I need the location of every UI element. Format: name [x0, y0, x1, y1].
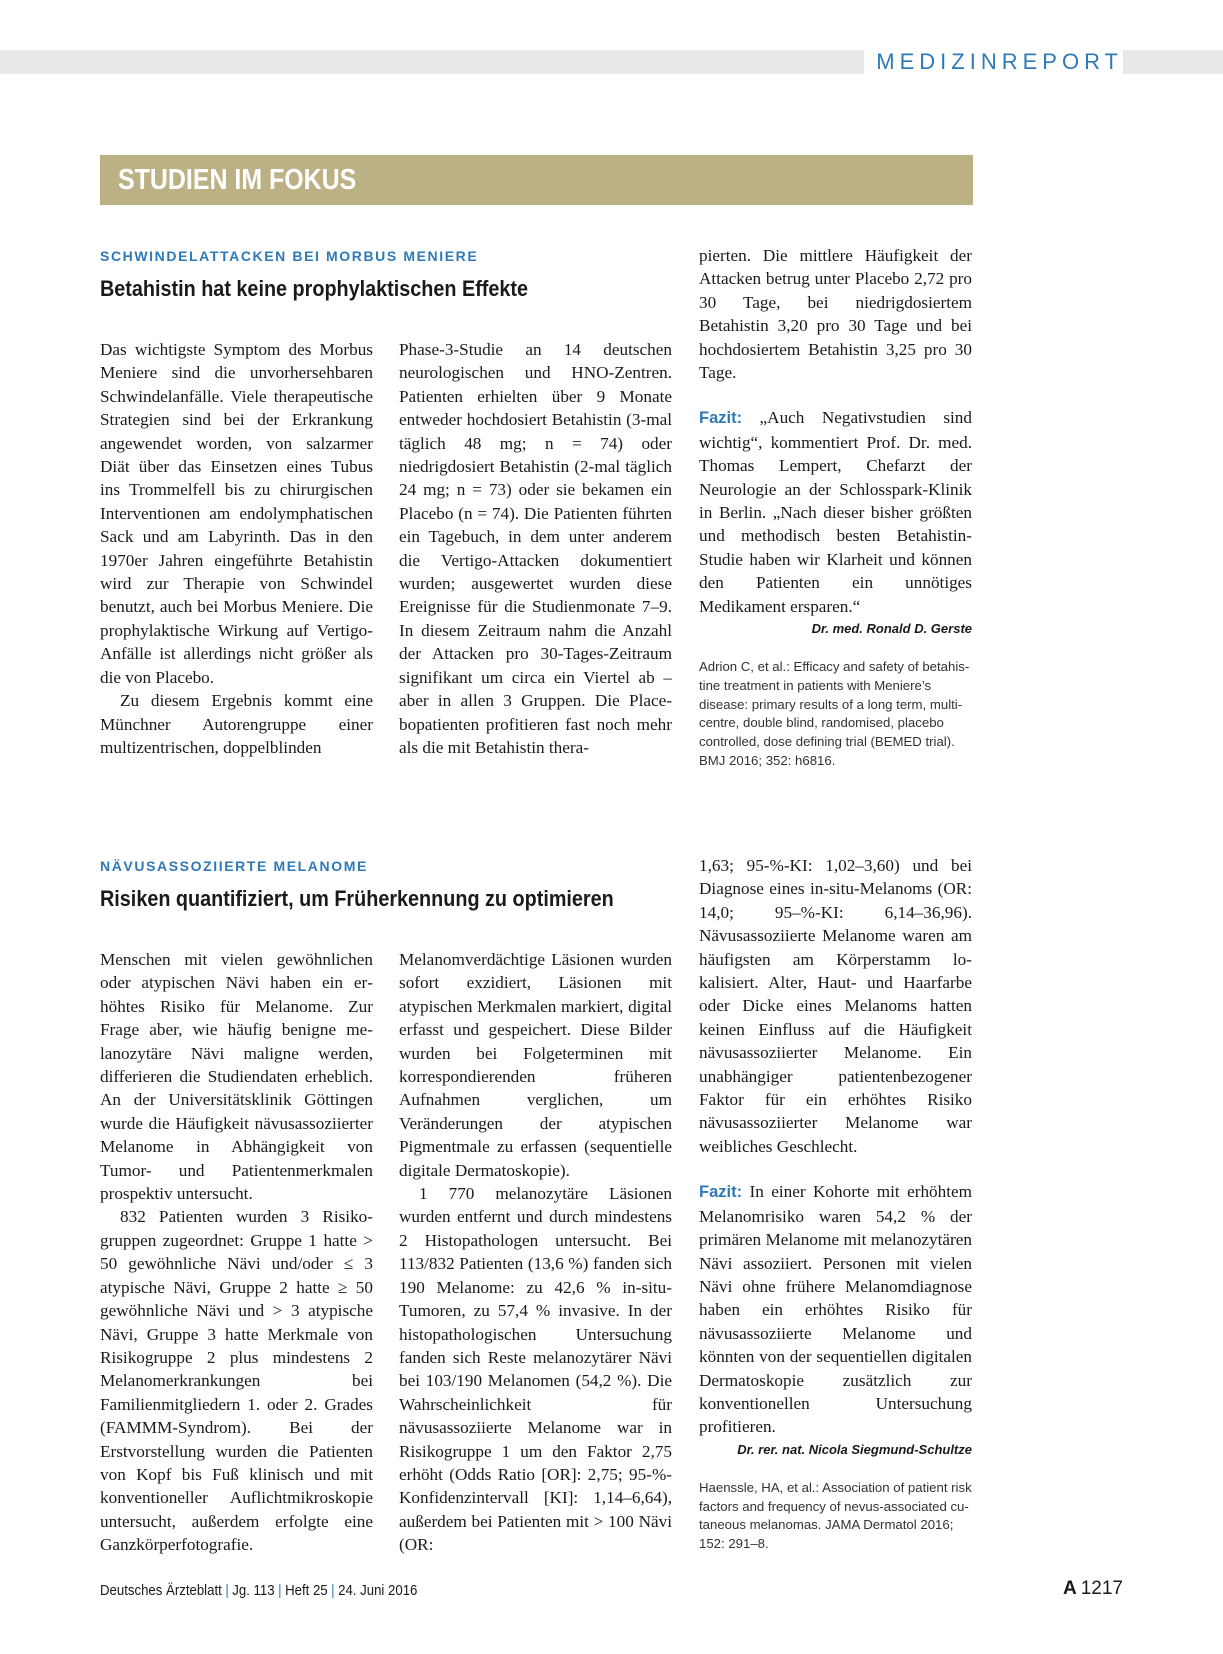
article1-fazit: [699, 406, 972, 618]
article2-fazit: [699, 1180, 972, 1438]
article2-paragraph: 832 Patienten wurden 3 Risikogruppen zugeordnet: Gruppe 1 hatte > 50 gewöhnliche Nävi und/oder ≤ 3 atypische Nävi, Gruppe 2 hatte ≥ 50 gewöhnliche Nävi und > 3 atypische Nävi, Gruppe 3 hatte Merkmale von Risikogruppe 2 plus mindestens 2 Melanomerkrankungen bei Familienmitgliedern 1. oder 2. Grades (FAMMM-Syndrom). Bei der Erstvorstellung wurden die Patienten von Kopf bis Fuß klinisch und mit konventioneller Auflichtmikroskopie untersucht, außerdem erfolgte eine Ganzkörperfotografie.: [100, 1207, 373, 1555]
article1-headline: Betahistin hat keine prophylaktischen Effekte: [100, 276, 529, 301]
studien-im-fokus-banner: [100, 155, 973, 205]
fazit-label: Fazit:: [699, 409, 743, 428]
page-number-value: 1217: [1080, 1578, 1123, 1599]
article2-reference: Haenssle, HA, et al.: Association of patient risk factors and frequency of nevus-associated cutaneous melanomas. JAMA Dermatol 2016; 152: 291–8.: [699, 1479, 972, 1552]
fazit-text: „Auch Negativstudien sind wichtig“, kommentiert Prof. Dr. med. Thomas Lempert, Chefarzt der Neurologie an der Schlosspark-Klinik in Berlin. „Nach dieser bisher größten und methodisch besten Betahistin-Studie haben wir Klarheit und können den Patienten ein unnötiges Medikament ersparen.“: [699, 408, 972, 616]
fazit-text: In einer Kohorte mit erhöhtem Melanomrisiko waren 54,2 % der primären Melanome mit melanozytären Nävi assoziiert. Personen mit vielen Nävi ohne frühere Melanomdiagnose haben ein erhöhtes Risiko für nävusassoziierte Melanome und könnten von der sequentiellen digitalen Dermatoskopie zusätzlich zur konventionellen Untersuchung profitieren.: [699, 1182, 972, 1437]
section-label: MEDIZINREPORT: [864, 48, 1123, 76]
article2-paragraph: Menschen mit vielen gewöhnlichen oder atypischen Nävi haben ein erhöhtes Risiko für Melanome. Zur Frage aber, wie häufig benigne melanozytäre Nävi maligne werden, differieren die Studiendaten erheblich. An der Universitätsklinik Göttingen wurde die Häufigkeit nävusassoziierter Melanome in Abhängigkeit von Tumor- und Patientenmerkmalen prospektiv untersucht.: [100, 950, 373, 1204]
footer-separator: |: [225, 1582, 229, 1599]
article1-kicker: SCHWINDELATTACKEN BEI MORBUS MENIERE: [100, 248, 479, 264]
footer-issue: Heft 25: [285, 1582, 328, 1599]
article2-paragraph: Melanomverdächtige Läsionen wurden sofort exzidiert, Läsionen mit atypischen Merkmalen markiert, digital erfasst und gespeichert. Diese Bilder wurden bei Folgeterminen mit korrespondierenden früheren Aufnahmen verglichen, um Veränderungen der atypischen Pigmentmale zu erfassen (sequentielle digitale Dermatoskopie).: [399, 950, 672, 1180]
article1-paragraph: Phase-3-Studie an 14 deutschen neurologischen und HNO-Zentren. Patienten erhielten über 9 Monate entweder hochdosiert Betahistin (3-mal täglich 48 mg; n = 74) oder niedrigdosiert Betahistin (2-mal täglich 24 mg; n = 73) oder sie bekamen ein Placebo (n = 74). Die Patienten führten ein Tagebuch, in dem unter anderem die Vertigo-Attacken dokumentiert wurden; ausgewertet wurden diese Ereignisse für die Studienmonate 7–9. In diesem Zeitraum nahm die Anzahl der Attacken pro 30-Tages-Zeitraum signifikant um circa ein Viertel ab – aber in allen 3 Gruppen. Die Placebopatienten profitieren fast noch mehr als die mit Betahistin thera-: [399, 340, 672, 757]
article1-column-1: [100, 338, 373, 759]
article1-column-3: [699, 244, 972, 771]
article2-column-3: [699, 854, 972, 1554]
article1-column-2: [399, 338, 672, 759]
banner-title: STUDIEN IM FOKUS: [118, 164, 357, 196]
footer-journal: Deutsches Ärzteblatt: [100, 1582, 222, 1599]
article2-author: Dr. rer. nat. Nicola Siegmund-Schultze: [737, 1441, 972, 1457]
article2-column-1: [100, 948, 373, 1557]
footer-separator: |: [278, 1582, 282, 1599]
footer-citation: [100, 1582, 417, 1599]
article1-paragraph: Zu diesem Ergebnis kommt eine Münchner Autorengruppe einer multizentrischen, doppelblinden: [100, 691, 373, 757]
article2-headline: Risiken quantifiziert, um Früherkennung zu optimieren: [100, 886, 614, 911]
page-prefix: A: [1062, 1578, 1077, 1599]
page-number: [1063, 1578, 1123, 1600]
footer-separator: |: [331, 1582, 335, 1599]
article1-paragraph: Das wichtigste Symptom des Morbus Meniere sind die unvorhersehbaren Schwindelanfälle. Viele therapeutische Strategien sind bei der Erkrankung angewendet worden, von salzarmer Diät über das Einsetzen eines Tubus ins Trommelfell bis zu chirurgischen Interventionen am endolymphatischen Sack und am Labyrinth. Das in den 1970er Jahren eingeführte Betahistin wird zur Therapie von Schwindel benutzt, auch bei Morbus Meniere. Die prophylaktische Wirkung auf Vertigo-Anfälle ist allerdings nicht größer als die von Placebo.: [100, 340, 373, 687]
article2-column-2: [399, 948, 672, 1557]
article1-paragraph: pierten. Die mittlere Häufigkeit der Attacken betrug unter Placebo 2,72 pro 30 Tage, bei niedrigdosiertem Betahistin 3,20 pro 30 Tage und bei hochdosiertem Betahistin 3,25 pro 30 Tage.: [699, 246, 972, 383]
article2-kicker: NÄVUSASSOZIIERTE MELANOME: [100, 858, 368, 874]
footer-date: 24. Juni 2016: [338, 1582, 418, 1599]
fazit-label: Fazit:: [699, 1183, 743, 1202]
article2-paragraph: 1,63; 95-%-KI: 1,02–3,60) und bei Diagnose eines in-situ-Melanoms (OR: 14,0; 95–%-KI: 6,14–36,96). Nävusassoziierte Melanome waren am häufigsten am Körperstamm lokalisiert. Alter, Haut- und Haarfarbe oder Dicke eines Melanoms hatten keinen Einfluss auf die Häufigkeit nävusassoziierter Melanome. Ein unabhängiger patientenbezogener Faktor für ein erhöhtes Risiko nävusassoziierter Melanome war weibliches Geschlecht.: [699, 856, 972, 1156]
article2-paragraph: 1 770 melanozytäre Läsionen wurden entfernt und durch mindestens 2 Histopathologen untersucht. Bei 113/832 Patienten (13,6 %) fanden sich 190 Melanome: zu 42,6 % in-situ-Tumoren, zu 57,4 % invasive. In der histopathologischen Untersuchung fanden sich Reste melanozytärer Nävi bei 103/190 Melanomen (54,2 %). Die Wahrscheinlichkeit für nävusassoziierte Melanome war in Risikogruppe 1 um den Faktor 2,75 erhöht (Odds Ratio [OR]: 2,75; 95-%-Konfidenzintervall [KI]: 1,14–6,64), außerdem bei Patienten mit > 100 Nävi (OR:: [399, 1184, 672, 1555]
article1-author: Dr. med. Ronald D. Gerste: [811, 621, 972, 637]
footer-volume: Jg. 113: [232, 1582, 275, 1599]
article1-reference: Adrion C, et al.: Efficacy and safety of betahistine treatment in patients with Meniere’s disease: primary results of a long term, multicentre, double blind, randomised, placebo controlled, dose defining trial (BEMED trial). BMJ 2016; 352: h6816.: [699, 659, 970, 769]
